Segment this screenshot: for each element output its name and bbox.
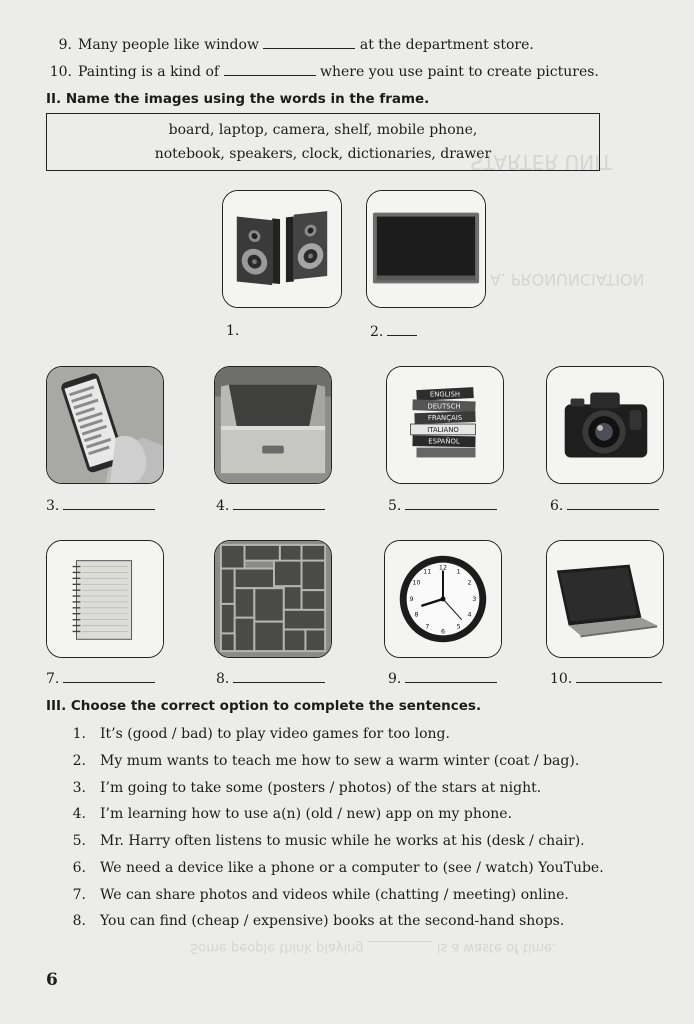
drawer-image	[214, 366, 332, 484]
exercise-item-9: 9. Many people like window at the department store.	[58, 37, 534, 53]
answer-blank[interactable]	[567, 497, 659, 510]
svg-text:1: 1	[456, 567, 461, 576]
sentence-1: 1. It’s (good / bad) to play video games for too long.	[72, 726, 450, 742]
svg-text:12: 12	[438, 563, 448, 572]
sentence-4: 4. I’m learning how to use a(n) (old / new) app on my phone.	[72, 806, 513, 822]
bleed-through-decoration: A. PRONUNCIATION	[490, 270, 645, 289]
svg-text:6: 6	[440, 627, 446, 636]
shelf-image	[214, 540, 332, 658]
svg-text:7: 7	[425, 622, 430, 631]
book-spine-text: ENGLISH	[429, 390, 461, 399]
image-label-2: 2.	[370, 323, 417, 340]
sentence-8: 8. You can find (cheap / expensive) books at the second-hand shops.	[72, 913, 565, 929]
section-3-heading: III. Choose the correct option to complete the sentences.	[46, 698, 482, 714]
notebook-image	[46, 540, 164, 658]
book-spine-text: DEUTSCH	[427, 402, 461, 411]
sentence-3: 3. I’m going to take some (posters / photos) of the stars at night.	[72, 780, 542, 796]
book-spine-text: ITALIANO	[427, 425, 459, 434]
bleed-through-decoration: STARTER UNIT	[470, 150, 613, 174]
dictionaries-image	[386, 366, 504, 484]
svg-text:2: 2	[467, 578, 472, 587]
svg-text:4: 4	[467, 610, 472, 619]
sentence-7: 7. We can share photos and videos while (chatting / meeting) online.	[72, 887, 569, 903]
section-2-heading: II. Name the images using the words in the frame.	[46, 91, 430, 107]
book-spine-text: ESPAÑOL	[428, 437, 460, 446]
exercise-item-10: 10. Painting is a kind of where you use paint to create pictures.	[49, 64, 599, 80]
image-label-7: 7.	[46, 670, 155, 687]
sentence-6: 6. We need a device like a phone or a computer to (see / watch) YouTube.	[72, 860, 604, 876]
answer-blank[interactable]	[233, 670, 325, 683]
answer-blank[interactable]	[63, 497, 155, 510]
answer-blank[interactable]	[233, 497, 325, 510]
sentence-5: 5. Mr. Harry often listens to music while he works at his (desk / chair).	[72, 833, 585, 849]
board-image	[366, 190, 486, 308]
clock-image	[384, 540, 502, 658]
image-label-4: 4.	[216, 497, 325, 514]
image-label-10: 10.	[550, 670, 662, 687]
answer-blank[interactable]	[405, 497, 497, 510]
bleed-through-decoration: Some people think playing __________ is a waste of time.	[190, 940, 557, 955]
image-label-6: 6.	[550, 497, 659, 514]
answer-blank[interactable]	[387, 323, 417, 336]
image-label-9: 9.	[388, 670, 497, 687]
image-label-5: 5.	[388, 497, 497, 514]
camera-image	[546, 366, 664, 484]
answer-blank[interactable]	[224, 63, 316, 76]
image-label-3: 3.	[46, 497, 155, 514]
svg-text:10: 10	[412, 578, 421, 587]
svg-text:8: 8	[414, 610, 419, 619]
svg-text:11: 11	[423, 567, 432, 576]
answer-blank[interactable]	[63, 670, 155, 683]
page-number: 6	[46, 970, 58, 990]
mobile-phone-image	[46, 366, 164, 484]
speakers-image	[222, 190, 342, 308]
svg-text:9: 9	[409, 594, 414, 603]
answer-blank[interactable]	[405, 670, 497, 683]
answer-blank[interactable]	[576, 670, 662, 683]
svg-text:3: 3	[472, 594, 477, 603]
svg-text:5: 5	[456, 622, 461, 631]
sentence-2: 2. My mum wants to teach me how to sew a warm winter (coat / bag).	[72, 753, 580, 769]
image-label-1: 1.	[226, 323, 240, 339]
image-label-8: 8.	[216, 670, 325, 687]
word-frame: board, laptop, camera, shelf, mobile phone, notebook, speakers, clock, dictionaries, drawer	[46, 113, 600, 171]
book-spine-text: FRANÇAIS	[427, 414, 463, 423]
answer-blank[interactable]	[263, 36, 355, 49]
laptop-image	[546, 540, 664, 658]
